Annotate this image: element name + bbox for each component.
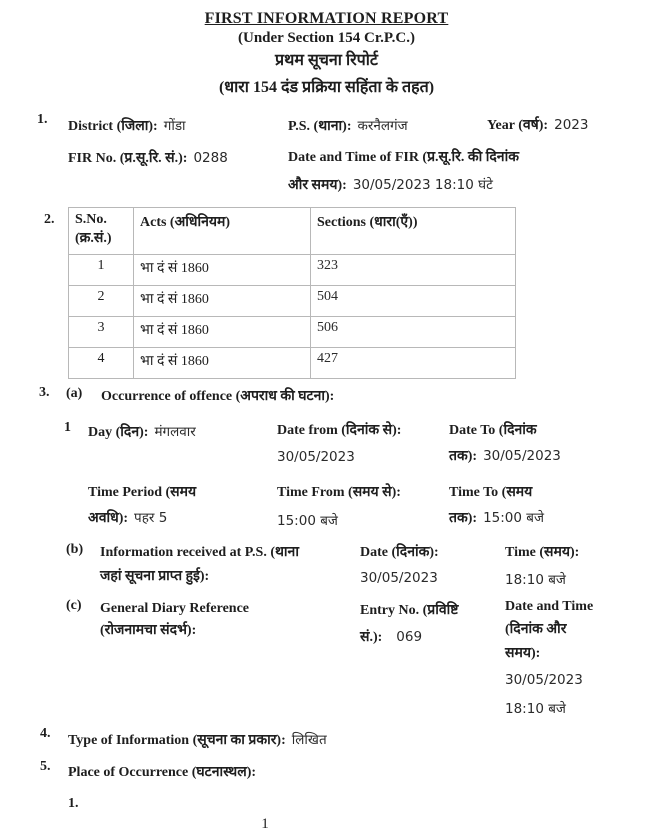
day-field: [88, 422, 196, 442]
type-of-information-value: लिखित: [291, 732, 327, 748]
entry-no-field: [360, 628, 422, 647]
type-of-information-field: [68, 730, 327, 750]
table-row: [69, 348, 516, 379]
district-label: District (जिला):: [68, 119, 158, 134]
header-sno: S.No. (क्र.सं.): [69, 208, 134, 255]
place-item-number: 1.: [68, 796, 79, 811]
fir-number-label: FIR No. (प्र.सू.रि. सं.):: [68, 151, 188, 166]
day-label: Day (दिन):: [88, 425, 149, 440]
occurrence-heading: Occurrence of offence (अपराध की घटना):: [101, 389, 335, 404]
time-period-field: [88, 508, 167, 528]
police-station-label: P.S. (थाना):: [288, 119, 352, 134]
page-subtitle-hindi: (धारा 154 दंड प्रक्रिया सहिंता के तहत): [218, 79, 435, 96]
cell-sno: 1: [69, 255, 134, 286]
section-2-number: 2.: [44, 212, 55, 227]
page-subtitle: (Under Section 154 Cr.P.C.): [238, 30, 415, 46]
cell-sno: 3: [69, 317, 134, 348]
type-of-information-label: Type of Information (सूचना का प्रकार):: [68, 733, 286, 748]
year-value: 2023: [554, 117, 589, 133]
section-1-number: 1.: [37, 112, 48, 127]
date-from-label: Date from (दिनांक से):: [277, 423, 402, 438]
cell-section: 504: [311, 286, 516, 317]
date-from-value: 30/05/2023: [277, 449, 355, 465]
info-received-label-line1: Information received at P.S. (थाना: [100, 545, 299, 560]
page-number: 1: [261, 816, 269, 832]
date-to-value: 30/05/2023: [483, 448, 561, 464]
date-to-field: [449, 447, 561, 466]
time-from-value: 15:00 बजे: [277, 513, 338, 529]
cell-act: भा दं सं 1860: [134, 255, 311, 286]
date-to-label-line2: तक):: [449, 449, 478, 464]
section-3a-tag: (a): [66, 386, 83, 401]
table-row: [69, 317, 516, 348]
police-station-value: करनैलगंज: [357, 118, 408, 134]
year-label: Year (वर्ष):: [487, 118, 549, 133]
time-period-label-line1: Time Period (समय: [88, 485, 197, 500]
section-3-number: 3.: [39, 385, 50, 400]
gd-datetime-label-line2: (दिनांक और: [505, 622, 567, 637]
info-time-label: Time (समय):: [505, 545, 580, 560]
table-row: [69, 286, 516, 317]
year-field: [487, 116, 588, 135]
district-value: गोंडा: [163, 118, 186, 134]
gd-reference-label-line2: (रोजनामचा संदर्भ):: [100, 623, 197, 638]
cell-act: भा दं सं 1860: [134, 286, 311, 317]
time-to-label-line2: तक):: [449, 511, 478, 526]
header-acts: Acts (अधिनियम): [134, 208, 311, 255]
gd-datetime-value-date: 30/05/2023: [505, 672, 583, 688]
district-field: [68, 116, 186, 136]
time-period-value: पहर 5: [134, 510, 168, 526]
document-header: [0, 10, 653, 28]
cell-act: भा दं सं 1860: [134, 348, 311, 379]
fir-number-value: 0288: [193, 150, 228, 166]
day-value: मंगलवार: [154, 424, 196, 440]
cell-sno: 2: [69, 286, 134, 317]
header-sections: Sections (धारा(एँ)): [311, 208, 516, 255]
info-date-value: 30/05/2023: [360, 570, 438, 586]
cell-act: भा दं सं 1860: [134, 317, 311, 348]
table-header-row: [69, 208, 516, 255]
page-title: FIRST INFORMATION REPORT: [204, 10, 449, 27]
fir-datetime-value: 30/05/2023 18:10 घंटे: [352, 177, 493, 193]
fir-datetime-label-line2: और समय):: [288, 178, 347, 193]
place-of-occurrence-label: Place of Occurrence (घटनास्थल):: [68, 765, 257, 780]
time-from-label: Time From (समय से):: [277, 485, 401, 500]
info-received-label-line2: जहां सूचना प्राप्त हुई):: [100, 569, 210, 584]
time-to-label-line1: Time To (समय: [449, 485, 533, 500]
table-row: [69, 255, 516, 286]
entry-no-label-line2: सं.):: [360, 630, 383, 645]
gd-datetime-label-line1: Date and Time: [505, 599, 594, 614]
time-to-field: [449, 508, 544, 528]
page-title-hindi: प्रथम सूचना रिपोर्ट: [275, 52, 378, 69]
cell-section: 323: [311, 255, 516, 286]
gd-datetime-value-time: 18:10 बजे: [505, 701, 566, 717]
info-time-value: 18:10 बजे: [505, 572, 566, 588]
cell-section: 427: [311, 348, 516, 379]
entry-no-value: 069: [396, 629, 423, 645]
time-period-label-line2: अवधि):: [88, 511, 129, 526]
section-3c-tag: (c): [66, 598, 82, 613]
section-5-number: 5.: [40, 759, 51, 774]
occurrence-row-number: 1: [64, 420, 71, 435]
fir-datetime-field: [288, 175, 493, 195]
entry-no-label-line1: Entry No. (प्रविष्टि: [360, 603, 459, 618]
fir-datetime-label-line1: Date and Time of FIR (प्र.सू.रि. की दिनांक: [288, 150, 519, 165]
info-date-label: Date (दिनांक):: [360, 545, 439, 560]
gd-datetime-label-line3: समय):: [505, 646, 541, 661]
cell-sno: 4: [69, 348, 134, 379]
section-3b-tag: (b): [66, 542, 84, 557]
police-station-field: [288, 116, 408, 136]
gd-reference-label-line1: General Diary Reference: [100, 601, 250, 616]
time-to-value: 15:00 बजे: [483, 510, 544, 526]
acts-sections-table: [68, 207, 516, 379]
date-to-label-line1: Date To (दिनांक: [449, 423, 537, 438]
cell-section: 506: [311, 317, 516, 348]
fir-number-field: [68, 149, 228, 168]
section-4-number: 4.: [40, 726, 51, 741]
